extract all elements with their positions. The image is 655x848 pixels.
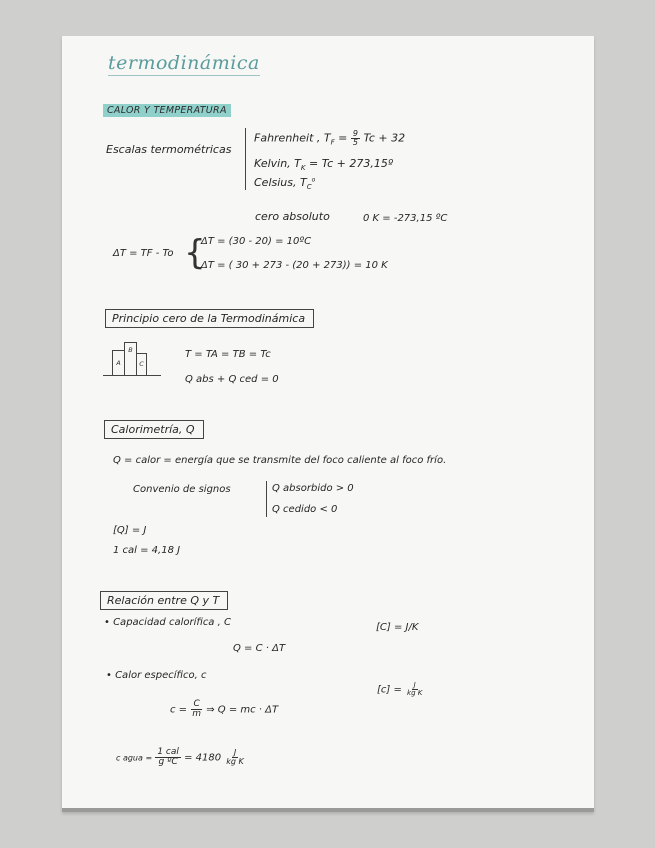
q-cedido: Q cedido < 0 [272,504,338,515]
block-b: B [124,342,137,376]
fahrenheit-formula: Fahrenheit , $T_F$ = $\frac{9}{5}$ Tc + 32 [254,129,406,147]
capacidad-calorifica-label: • Capacidad calorífica , C [104,617,231,628]
escalas-divider [245,128,246,190]
escalas-label: Escalas termométricas [106,143,232,156]
water-specific-heat: c agua = $\frac{\text{1 cal}}{\text{g ºC}}$ = 4180 $\frac{J}{\text{kg K}}$ [116,747,244,767]
celsius-formula: Celsius, $T_C^o$ [254,176,316,192]
calorie-conversion: 1 cal = 4,18 J [113,545,181,556]
calor-definition: Q = calor = energía que se transmite del foco caliente al foco frío. [113,455,447,466]
thermal-equilibrium-diagram [103,340,163,380]
block-c: C [136,353,147,376]
page-title: termodinámica [108,52,260,74]
cero-absoluto-value: 0 K = -273,15 ºC [363,213,448,224]
capacidad-unit: [C] = J/K [376,622,419,633]
especifico-unit: [c] = $\frac{J}{\text{kg K}}$ [377,681,423,697]
page-bottom-edge [62,808,594,812]
delta-t-definition: ΔT = TF - To [113,248,174,259]
delta-brace: { [184,233,206,273]
q-absorbido: Q absorbido > 0 [272,483,354,494]
section-heading-relacion: Relación entre Q y T [100,591,228,610]
cero-absoluto-label: cero absoluto [255,210,330,223]
block-a: A [112,350,125,376]
convenio-label: Convenio de signos [133,484,231,495]
delta-line-celsius: ΔT = (30 - 20) = 10ºC [201,236,312,247]
convenio-divider [266,481,267,517]
delta-line-kelvin: ΔT = ( 30 + 273 - (20 + 273)) = 10 K [201,260,388,271]
section-heading-principio-cero: Principio cero de la Termodinámica [105,309,314,328]
heat-balance: Q abs + Q ced = 0 [185,374,279,385]
section-heading-calor-temperatura: CALOR Y TEMPERATURA [103,104,231,117]
section-heading-calorimetria: Calorimetría, Q [104,420,204,439]
kelvin-formula: Kelvin, $T_K = Tc$ + 273,15º [254,157,394,173]
q-unit: [Q] = J [113,525,147,536]
equilibrium-temperature: T = TA = TB = Tc [185,349,271,360]
capacidad-equation: Q = C · ΔT [233,643,286,654]
diagram-baseline [103,375,161,376]
specific-heat-equation: c = $\frac{C}{m}$ ⇒ Q = mc · ΔT [170,699,279,719]
calor-especifico-label: • Calor específico, c [106,670,207,681]
